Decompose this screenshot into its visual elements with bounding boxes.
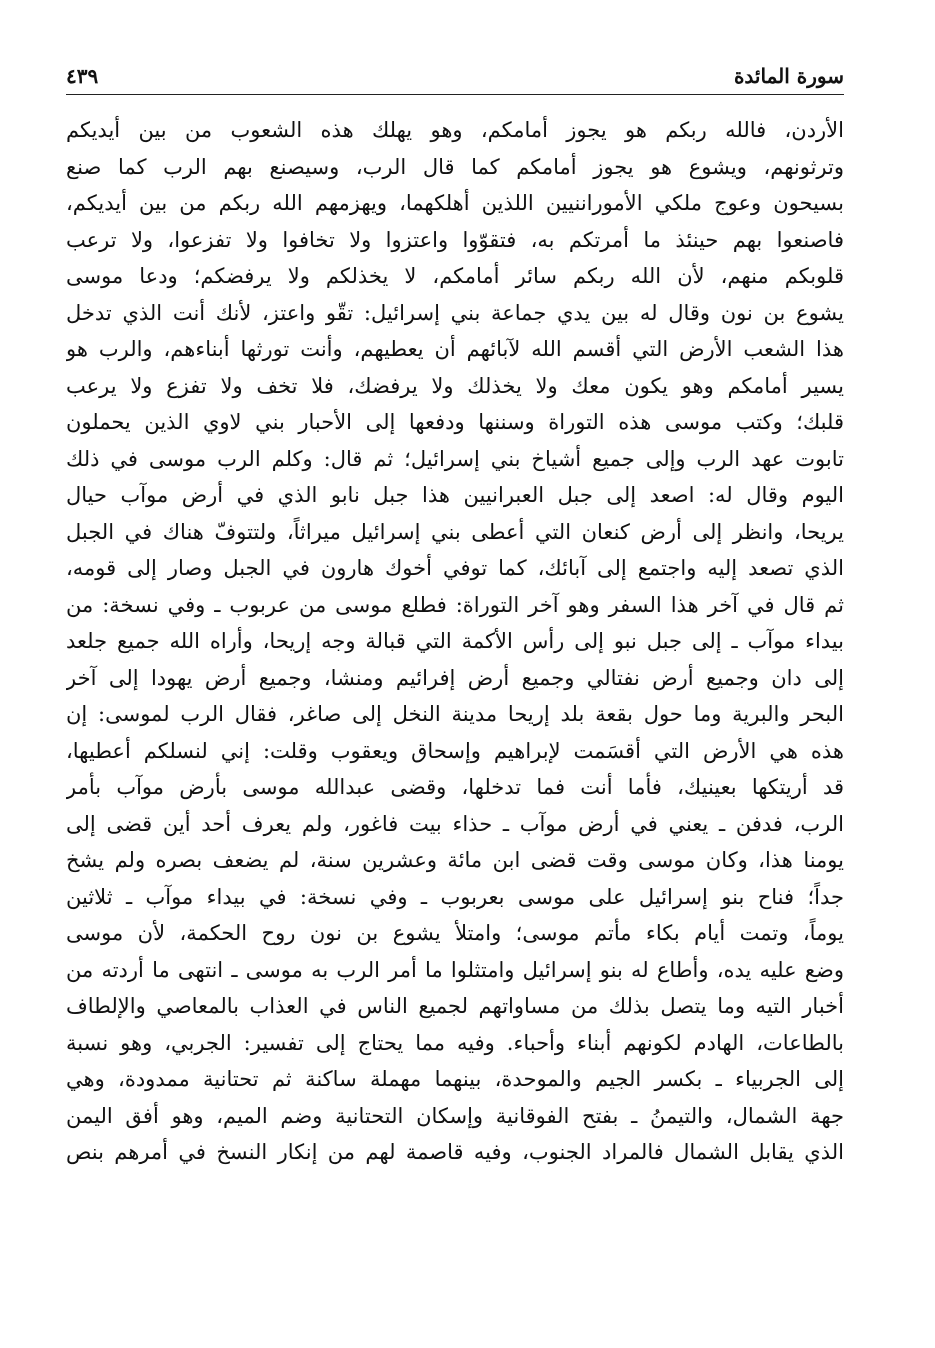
text-line: الذي يقابل الشمال فالمراد الجنوب، وفيه قاصمة لهم من إنكار النسخ في أمرهم بنص [66,1140,844,1164]
page-header [66,62,844,92]
text-line: تابوت عهد الرب وإلى جميع أشياخ بني إسرائيل؛ ثم قال: وكلم الرب موسى في ذلك [66,446,844,471]
surah-title: سورة المائدة [733,64,844,88]
text-line: يوماً، وتمت أيام بكاء مأتم موسى؛ وامتلأ يشوع بن نون روح الحكمة، لأن موسى [66,921,844,945]
text-line: يسير أمامكم وهو يكون معك ولا يخذلك ولا يرفضك، فلا تخف ولا تفزع ولا يرعب [66,373,844,398]
text-line: يومنا هذا، وكان موسى وقت قضى ابن مائة وعشرين سنة، لم يضعف بصره ولم يشخ [66,848,844,872]
text-line: جهة الشمال، والتيمنُ ـ بفتح الفوقانية وإسكان التحتانية وضم الميم، وهو أفق اليمن [66,1103,844,1128]
text-line: هذه هي الأرض التي أقسَمت لإبراهيم وإسحاق ويعقوب وقلت: إني لنسلكم أعطيها، [66,738,844,763]
text-line: بيداء موآب ـ إلى جبل نبو إلى رأس الأكمة التي قبالة وجه إريحا، وأراه الله جميع جلعد [66,629,844,653]
text-line: الرب، فدفن ـ يعني في أرض موآب ـ حذاء بيت فاغور، ولم يعرف أحد أين قضى إلى [66,811,844,836]
text-line: إلى دان وجميع أرض نفتالي وجميع أرض إفرائيم ومنشا، وجميع أرض يهودا إلى آخر [66,665,844,690]
text-line: بسيحون وعوج ملكي الأموراننيين اللذين أهلكهما، ويهزمهم الله ربكم من بين أيديكم، [66,191,844,215]
text-line: بالطاعات، الهادم لكونهم أبناء وأحباء. وفيه مما يحتاج إلى تفسير: الجربي، وهو نسبة [66,1030,844,1055]
body-text [66,112,844,1171]
text-line: اليوم وقال له: اصعد إلى جبل العبرانيين هذا جبل نابو الذي في أرض موآب حيال [66,483,844,507]
text-line: الأردن، فالله ربكم هو يجوز أمامكم، وهو يهلك هذه الشعوب من بين أيديكم [66,118,844,142]
text-line: البحر والبرية وما حول بقعة بلد إريحا مدينة النخل إلى صاغر، فقال الرب لموسى: إن [66,702,844,726]
header-rule [66,94,844,95]
text-line: قلوبكم منهم، لأن الله ربكم سائر أمامكم، لا يخذلكم ولا يرفضكم؛ ودعا موسى [66,264,844,288]
text-line: يشوع بن نون وقال له بين يدي جماعة بني إسرائيل: تقّو واعتز، لأنك أنت الذي تدخل [66,300,844,325]
text-line: وضع عليه يده، وأطاع له بنو إسرائيل وامتثلوا ما أمر الرب به موسى ـ انتهى ما أردته من [66,957,844,982]
text-line: ثم قال في آخر هذا السفر وهو آخر التوراة: فطلع موسى من عربوب ـ وفي نسخة: من [66,592,844,617]
text-line: أخبار التيه وما يتصل بذلك من مساواتهم لجميع الناس في العذاب بالمعاصي والإلطاف [66,994,844,1018]
text-line: وترثونهم، ويشوع هو يجوز أمامكم كما قال الرب، وسيصنع بهم الرب كما صنع [66,154,844,179]
text-line: الذي تصعد إليه واجتمع إلى آبائك، كما توفي أخوك هارون في الجبل وصار إلى قومه، [66,556,844,580]
text-line: فاصنعوا بهم حينئذ ما أمرتكم به، فتقوّوا واعتزوا ولا تخافوا ولا تفزعوا، ولا ترعب [66,227,844,252]
page-number: ٤٣٩ [66,64,99,88]
text-line: إلى الجربياء ـ بكسر الجيم والموحدة، بينهما مهملة ساكنة ثم تحتانية ممدودة، وهي [66,1067,844,1091]
text-line: قلبك؛ وكتب موسى هذه التوراة وسننها ودفعها إلى الأحبار بني لاوي الذين يحملون [66,410,844,434]
text-line: هذا الشعب الأرض التي أقسم الله لآبائهم أن يعطيهم، وأنت تورثها أبناءهم، والرب هو [66,337,844,361]
text-line: يريحا، وانظر إلى أرض كنعان التي أعطى بني إسرائيل ميراثاً، ولتتوفّ هناك في الجبل [66,519,844,544]
text-line: جداً؛ فناح بنو إسرائيل على موسى بعربوب ـ وفي نسخة: في بيداء موآب ـ ثلاثين [66,884,844,909]
text-line: قد أريتكها بعينيك، فأما أنت فما تدخلها، وقضى عبدالله موسى بأرض موآب بأمر [66,775,844,799]
